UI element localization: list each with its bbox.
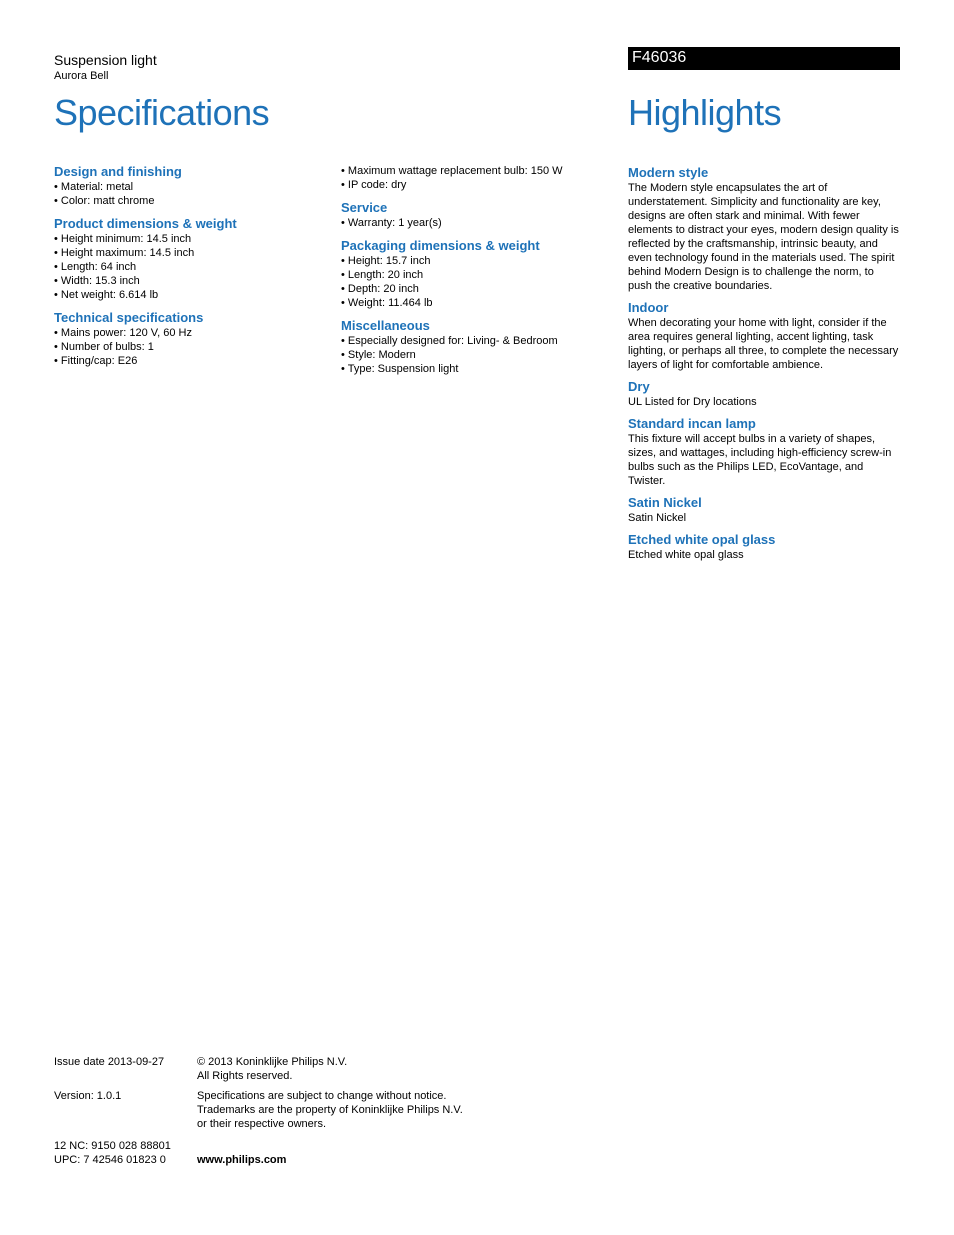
specifications-column-2 xyxy=(341,164,601,384)
specifications-column-1 xyxy=(54,164,314,376)
spec-item: • Height minimum: 14.5 inch xyxy=(54,232,314,246)
spec-item: • Length: 20 inch xyxy=(341,268,601,282)
copyright-line-2: All Rights reserved. xyxy=(197,1070,293,1082)
spec-item: • Maximum wattage replacement bulb: 150 W xyxy=(341,164,601,178)
upc-number: UPC: 7 42546 01823 0 xyxy=(54,1154,166,1166)
spec-section-title: Design and finishing xyxy=(54,164,182,179)
spec-section-packaging xyxy=(341,238,601,310)
spec-item: • Mains power: 120 V, 60 Hz xyxy=(54,326,314,340)
highlight-etched-glass xyxy=(628,532,900,562)
notice-line-1: Specifications are subject to change without notice. xyxy=(197,1090,447,1102)
copyright-line-1: © 2013 Koninklijke Philips N.V. xyxy=(197,1056,348,1068)
spec-item: • Height: 15.7 inch xyxy=(341,254,601,268)
highlight-text: UL Listed for Dry locations xyxy=(628,396,757,408)
spec-item: • Especially designed for: Living- & Bedroom xyxy=(341,334,601,348)
highlight-title: Satin Nickel xyxy=(628,495,702,510)
spec-section-title: Service xyxy=(341,200,388,215)
highlight-text: This fixture will accept bulbs in a variety of shapes, sizes, and wattages, including high-efficiency screw-in bulbs such as the Philips LED, EcoVantage, and Twister. xyxy=(628,433,892,487)
spec-section-miscellaneous xyxy=(341,318,601,376)
nc-number: 12 NC: 9150 028 88801 xyxy=(54,1140,171,1152)
spec-item: • Number of bulbs: 1 xyxy=(54,340,314,354)
spec-section-design xyxy=(54,164,314,208)
highlight-text: Satin Nickel xyxy=(628,512,687,524)
product-code: F46036 xyxy=(632,49,687,66)
spec-item: • Fitting/cap: E26 xyxy=(54,354,314,368)
product-type: Suspension light xyxy=(54,52,157,68)
highlight-text: Etched white opal glass xyxy=(628,549,744,561)
spec-item: • Color: matt chrome xyxy=(54,194,314,208)
highlight-satin-nickel xyxy=(628,495,900,525)
spec-item: • Height maximum: 14.5 inch xyxy=(54,246,314,260)
highlight-text: When decorating your home with light, consider if the area requires general lighting, accent lighting, task lighting, or perhaps all three, to complete the necessary layers of light for comfortable ambience. xyxy=(628,317,899,371)
spec-item: • Type: Suspension light xyxy=(341,362,601,376)
product-name: Aurora Bell xyxy=(54,70,109,82)
spec-item: • Net weight: 6.614 lb xyxy=(54,288,314,302)
spec-item: • Length: 64 inch xyxy=(54,260,314,274)
highlight-text: The Modern style encapsulates the art of understatement. Simplicity and functionality are key, designs are often stark and minimal. With fewer elements to distract your eyes, modern design quality is reflected by the craftsmanship, intrinsic beauty, and even technology found in the materials used. The spirit behind Modern Design is to challenge the norm, to push the creative boundaries. xyxy=(628,182,899,292)
spec-section-title: Miscellaneous xyxy=(341,318,430,333)
spec-item: • Style: Modern xyxy=(341,348,601,362)
highlight-title: Indoor xyxy=(628,300,669,315)
highlight-title: Standard incan lamp xyxy=(628,416,756,431)
spec-section-continued xyxy=(341,164,601,192)
notice-line-3: or their respective owners. xyxy=(197,1118,326,1130)
notice-line-2: Trademarks are the property of Koninklijke Philips N.V. xyxy=(197,1104,463,1116)
highlight-title: Dry xyxy=(628,379,650,394)
spec-section-title: Technical specifications xyxy=(54,310,204,325)
issue-date: Issue date 2013-09-27 xyxy=(54,1056,165,1068)
highlight-indoor xyxy=(628,300,900,372)
spec-section-product-dimensions xyxy=(54,216,314,302)
product-code-bar xyxy=(628,47,900,70)
highlight-title: Etched white opal glass xyxy=(628,532,776,547)
spec-item: • Depth: 20 inch xyxy=(341,282,601,296)
spec-section-technical xyxy=(54,310,314,368)
spec-item: • Material: metal xyxy=(54,180,314,194)
highlight-title: Modern style xyxy=(628,165,709,180)
spec-item: • IP code: dry xyxy=(341,178,601,192)
spec-item: • Width: 15.3 inch xyxy=(54,274,314,288)
website-link[interactable]: www.philips.com xyxy=(197,1154,287,1166)
spec-section-service xyxy=(341,200,601,230)
spec-item: • Warranty: 1 year(s) xyxy=(341,216,601,230)
highlights-title: Highlights xyxy=(628,92,782,133)
spec-section-title: Product dimensions & weight xyxy=(54,216,237,231)
version: Version: 1.0.1 xyxy=(54,1090,122,1102)
highlight-dry xyxy=(628,379,900,409)
highlights-column xyxy=(628,165,900,569)
highlight-modern-style xyxy=(628,165,900,293)
spec-section-title: Packaging dimensions & weight xyxy=(341,238,540,253)
spec-item: • Weight: 11.464 lb xyxy=(341,296,601,310)
highlight-standard-incan-lamp xyxy=(628,416,900,488)
specifications-title: Specifications xyxy=(54,92,270,133)
